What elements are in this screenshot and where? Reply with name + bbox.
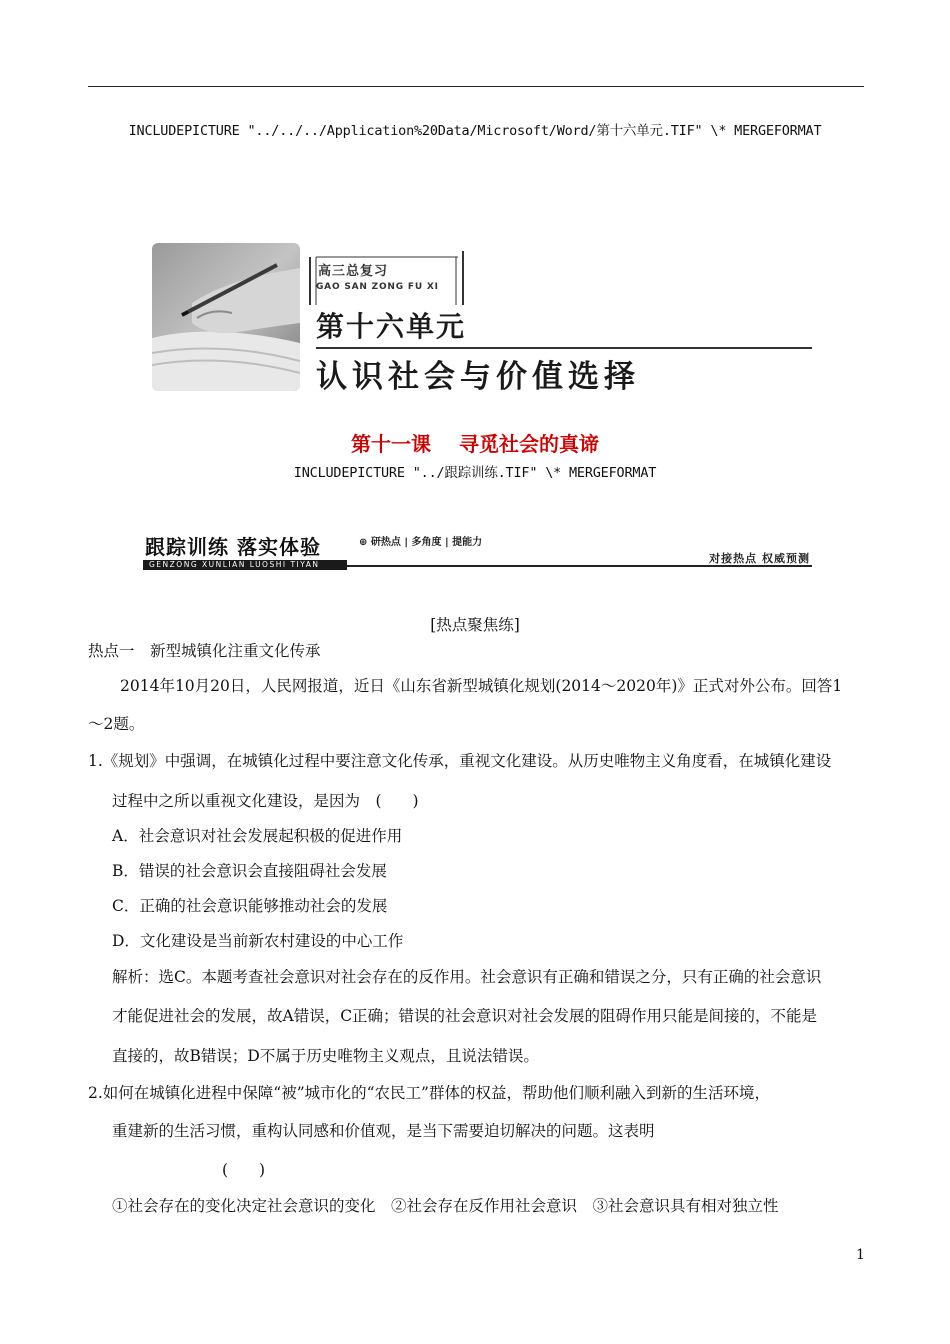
unit-banner	[152, 243, 812, 393]
field-code-unit-picture: INCLUDEPICTURE "../../../Application%20Data/Microsoft/Word/第十六单元.TIF" \* MERGEFORMAT	[128, 123, 822, 139]
q1-option-c: C．正确的社会意识能够推动社会的发展	[112, 897, 388, 915]
banner-tag-cn: 高三总复习	[318, 264, 389, 279]
unit-title: 第十六单元	[316, 310, 467, 343]
lesson-heading	[0, 428, 950, 457]
q1-analysis-line-2: 才能促进社会的发展，故A错误，C正确；错误的社会意识对社会发展的阻碍作用只能是间接的，不能是	[112, 1007, 818, 1025]
page-number: 1	[856, 1247, 865, 1263]
header-rule	[88, 86, 864, 87]
q1-option-d: D．文化建设是当前新农村建设的中心工作	[112, 932, 404, 950]
banner-frame-lines	[308, 249, 812, 309]
hotspot-heading: 热点一 新型城镇化注重文化传承	[88, 642, 321, 660]
tracking-title: 跟踪训练 落实体验	[145, 535, 321, 559]
intro-line-2: ～2题。	[88, 715, 145, 733]
writing-hand-photo	[152, 243, 300, 391]
tracking-badge-text: 研热点 | 多角度 | 提能力	[370, 537, 483, 548]
q1-stem-line-1: 1.《规划》中强调，在城镇化过程中要注意文化传承，重视文化建设。从历史唯物主义角度看，在城镇化建设	[88, 752, 832, 770]
q1-stem-line-2: 过程中之所以重视文化建设，是因为 ( )	[112, 792, 419, 810]
banner-rule	[316, 347, 812, 349]
q1-analysis-line-1: 解析：选C。本题考查社会意识对社会存在的反作用。社会意识有正确和错误之分，只有正确的社会意识	[112, 968, 822, 986]
lesson-number: 第十一课	[351, 432, 431, 456]
lesson-title: 寻觅社会的真谛	[459, 432, 599, 456]
q2-stem-line-2: 重建新的生活习惯，重构认同感和价值观，是当下需要迫切解决的问题。这表明	[112, 1122, 655, 1140]
tracking-badge	[359, 533, 482, 548]
q1-option-a: A．社会意识对社会发展起积极的促进作用	[112, 827, 403, 845]
q2-answer-blank: ( )	[222, 1161, 266, 1179]
section-label: [热点聚焦练]	[430, 616, 520, 634]
q2-options-line: ①社会存在的变化决定社会意识的变化 ②社会存在反作用社会意识 ③社会意识具有相对独立性	[112, 1197, 779, 1215]
writing-hand-photo-art	[152, 243, 300, 391]
banner-tag-en: GAO SAN ZONG FU XI	[316, 282, 439, 292]
intro-line-1: 2014年10月20日，人民网报道，近日《山东省新型城镇化规划(2014～2020年)》正式对外公布。回答1	[120, 677, 843, 695]
q1-option-b: B．错误的社会意识会直接阻碍社会发展	[112, 862, 387, 880]
unit-subtitle: 认识社会与价值选择	[316, 359, 640, 395]
q2-stem-line-1: 2.如何在城镇化进程中保障“被”城市化的“农民工”群体的权益，帮助他们顺利融入到新的生活环境，	[88, 1084, 770, 1102]
q1-analysis-line-3: 直接的，故B错误；D不属于历史唯物主义观点，且说法错误。	[112, 1047, 539, 1065]
tracking-rule	[347, 565, 812, 567]
field-code-tracking-picture: INCLUDEPICTURE "../跟踪训练.TIF" \* MERGEFORMAT	[293, 465, 657, 481]
tracking-right-label: 对接热点 权威预测	[709, 552, 810, 565]
download-circle-icon: ⊕	[359, 537, 368, 548]
tracking-title-en: GENZONG XUNLIAN LUOSHI TIYAN	[143, 560, 347, 570]
tracking-banner	[140, 530, 812, 570]
